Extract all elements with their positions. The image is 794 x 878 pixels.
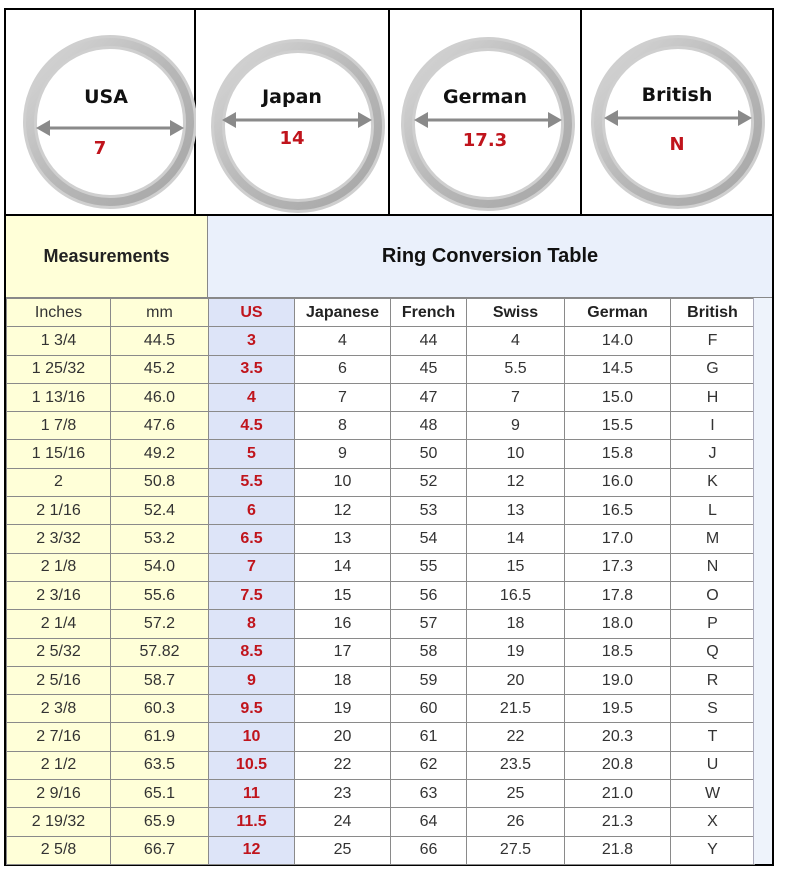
british-size-cell: U [671, 751, 755, 779]
german-size-cell: 18.5 [565, 638, 671, 666]
mm-cell: 54.0 [111, 553, 209, 581]
british-size-cell: Q [671, 638, 755, 666]
japanese-size-cell: 23 [295, 780, 391, 808]
swiss-size-cell: 22 [467, 723, 565, 751]
french-size-cell: 56 [391, 581, 467, 609]
us-size-cell: 8 [209, 610, 295, 638]
column-header-german: German [565, 299, 671, 327]
column-header-us: US [209, 299, 295, 327]
ring-japan [196, 10, 390, 214]
swiss-size-cell: 21.5 [467, 695, 565, 723]
table-row [7, 383, 755, 411]
inches-cell: 1 25/32 [7, 355, 111, 383]
french-size-cell: 50 [391, 440, 467, 468]
british-size-cell: K [671, 468, 755, 496]
swiss-size-cell: 16.5 [467, 581, 565, 609]
german-size-cell: 15.5 [565, 412, 671, 440]
mm-cell: 55.6 [111, 581, 209, 609]
us-size-cell: 6 [209, 497, 295, 525]
swiss-size-cell: 26 [467, 808, 565, 836]
swiss-size-cell: 13 [467, 497, 565, 525]
swiss-size-cell: 14 [467, 525, 565, 553]
japanese-size-cell: 24 [295, 808, 391, 836]
british-size-cell: G [671, 355, 755, 383]
inches-cell: 2 1/2 [7, 751, 111, 779]
ring-label: British [641, 84, 713, 106]
inches-cell: 1 13/16 [7, 383, 111, 411]
us-size-cell: 4.5 [209, 412, 295, 440]
swiss-size-cell: 12 [467, 468, 565, 496]
ring-label: USA [84, 86, 128, 108]
us-size-cell: 3.5 [209, 355, 295, 383]
measurements-title: Measurements [6, 216, 208, 298]
ring-value: 17.3 [462, 130, 508, 151]
inches-cell: 2 [7, 468, 111, 496]
french-size-cell: 63 [391, 780, 467, 808]
inches-cell: 1 3/4 [7, 327, 111, 355]
french-size-cell: 48 [391, 412, 467, 440]
ring-icon [6, 10, 196, 214]
ring-conversion-table [6, 298, 755, 865]
inches-cell: 2 9/16 [7, 780, 111, 808]
ring-german [390, 10, 582, 214]
ring-value: 14 [279, 128, 305, 149]
swiss-size-cell: 27.5 [467, 836, 565, 864]
french-size-cell: 58 [391, 638, 467, 666]
ring-icon [196, 10, 390, 214]
french-size-cell: 57 [391, 610, 467, 638]
table-row [7, 638, 755, 666]
swiss-size-cell: 23.5 [467, 751, 565, 779]
french-size-cell: 52 [391, 468, 467, 496]
inches-cell: 2 5/32 [7, 638, 111, 666]
us-size-cell: 10.5 [209, 751, 295, 779]
french-size-cell: 53 [391, 497, 467, 525]
japanese-size-cell: 15 [295, 581, 391, 609]
swiss-size-cell: 25 [467, 780, 565, 808]
swiss-size-cell: 20 [467, 666, 565, 694]
table-row [7, 695, 755, 723]
us-size-cell: 9 [209, 666, 295, 694]
british-size-cell: R [671, 666, 755, 694]
swiss-size-cell: 4 [467, 327, 565, 355]
mm-cell: 47.6 [111, 412, 209, 440]
british-size-cell: L [671, 497, 755, 525]
us-size-cell: 9.5 [209, 695, 295, 723]
us-size-cell: 11 [209, 780, 295, 808]
inches-cell: 2 5/8 [7, 836, 111, 864]
german-size-cell: 17.8 [565, 581, 671, 609]
japanese-size-cell: 17 [295, 638, 391, 666]
ring-british [582, 10, 772, 214]
table-row [7, 723, 755, 751]
french-size-cell: 66 [391, 836, 467, 864]
german-size-cell: 15.8 [565, 440, 671, 468]
french-size-cell: 45 [391, 355, 467, 383]
japanese-size-cell: 16 [295, 610, 391, 638]
british-size-cell: X [671, 808, 755, 836]
british-size-cell: J [671, 440, 755, 468]
table-row [7, 751, 755, 779]
inches-cell: 2 19/32 [7, 808, 111, 836]
japanese-size-cell: 14 [295, 553, 391, 581]
german-size-cell: 16.0 [565, 468, 671, 496]
column-header-swiss: Swiss [467, 299, 565, 327]
mm-cell: 46.0 [111, 383, 209, 411]
japanese-size-cell: 4 [295, 327, 391, 355]
french-size-cell: 44 [391, 327, 467, 355]
column-header-inches: Inches [7, 299, 111, 327]
french-size-cell: 59 [391, 666, 467, 694]
us-size-cell: 10 [209, 723, 295, 751]
french-size-cell: 54 [391, 525, 467, 553]
column-header-mm: mm [111, 299, 209, 327]
us-size-cell: 12 [209, 836, 295, 864]
french-size-cell: 60 [391, 695, 467, 723]
french-size-cell: 47 [391, 383, 467, 411]
german-size-cell: 20.8 [565, 751, 671, 779]
japanese-size-cell: 12 [295, 497, 391, 525]
ring-value: 7 [93, 138, 107, 159]
us-size-cell: 5.5 [209, 468, 295, 496]
table-header-row [7, 299, 755, 327]
british-size-cell: P [671, 610, 755, 638]
japanese-size-cell: 6 [295, 355, 391, 383]
us-size-cell: 4 [209, 383, 295, 411]
table-row [7, 355, 755, 383]
ring-value: N [669, 134, 685, 155]
table-row [7, 666, 755, 694]
inches-cell: 2 7/16 [7, 723, 111, 751]
british-size-cell: H [671, 383, 755, 411]
ring-usa [6, 10, 196, 214]
german-size-cell: 21.0 [565, 780, 671, 808]
us-size-cell: 7 [209, 553, 295, 581]
table-row [7, 412, 755, 440]
mm-cell: 63.5 [111, 751, 209, 779]
swiss-size-cell: 18 [467, 610, 565, 638]
ring-label: German [443, 86, 527, 108]
inches-cell: 2 1/16 [7, 497, 111, 525]
inches-cell: 2 3/8 [7, 695, 111, 723]
column-header-british: British [671, 299, 755, 327]
table-row [7, 610, 755, 638]
swiss-size-cell: 9 [467, 412, 565, 440]
british-size-cell: N [671, 553, 755, 581]
us-size-cell: 5 [209, 440, 295, 468]
us-size-cell: 11.5 [209, 808, 295, 836]
japanese-size-cell: 8 [295, 412, 391, 440]
mm-cell: 58.7 [111, 666, 209, 694]
german-size-cell: 21.8 [565, 836, 671, 864]
german-size-cell: 17.0 [565, 525, 671, 553]
french-size-cell: 55 [391, 553, 467, 581]
ring-icon [390, 10, 582, 214]
table-row [7, 780, 755, 808]
ring-illustrations-row [6, 10, 772, 217]
ring-label: Japan [262, 86, 322, 108]
us-size-cell: 7.5 [209, 581, 295, 609]
inches-cell: 2 3/32 [7, 525, 111, 553]
mm-cell: 49.2 [111, 440, 209, 468]
german-size-cell: 19.0 [565, 666, 671, 694]
german-size-cell: 17.3 [565, 553, 671, 581]
french-size-cell: 64 [391, 808, 467, 836]
swiss-size-cell: 15 [467, 553, 565, 581]
japanese-size-cell: 13 [295, 525, 391, 553]
british-size-cell: I [671, 412, 755, 440]
swiss-size-cell: 5.5 [467, 355, 565, 383]
mm-cell: 50.8 [111, 468, 209, 496]
japanese-size-cell: 25 [295, 836, 391, 864]
inches-cell: 2 5/16 [7, 666, 111, 694]
inches-cell: 1 7/8 [7, 412, 111, 440]
table-row [7, 553, 755, 581]
mm-cell: 60.3 [111, 695, 209, 723]
mm-cell: 65.9 [111, 808, 209, 836]
mm-cell: 52.4 [111, 497, 209, 525]
table-row [7, 808, 755, 836]
mm-cell: 61.9 [111, 723, 209, 751]
table-body [7, 327, 755, 865]
german-size-cell: 14.5 [565, 355, 671, 383]
british-size-cell: S [671, 695, 755, 723]
mm-cell: 57.82 [111, 638, 209, 666]
german-size-cell: 21.3 [565, 808, 671, 836]
japanese-size-cell: 18 [295, 666, 391, 694]
inches-cell: 2 1/8 [7, 553, 111, 581]
japanese-size-cell: 20 [295, 723, 391, 751]
us-size-cell: 8.5 [209, 638, 295, 666]
french-size-cell: 62 [391, 751, 467, 779]
japanese-size-cell: 7 [295, 383, 391, 411]
table-row [7, 327, 755, 355]
swiss-size-cell: 10 [467, 440, 565, 468]
mm-cell: 53.2 [111, 525, 209, 553]
german-size-cell: 18.0 [565, 610, 671, 638]
table-side-strip [753, 298, 772, 864]
mm-cell: 66.7 [111, 836, 209, 864]
british-size-cell: M [671, 525, 755, 553]
british-size-cell: Y [671, 836, 755, 864]
japanese-size-cell: 19 [295, 695, 391, 723]
mm-cell: 57.2 [111, 610, 209, 638]
ring-size-chart [4, 8, 774, 866]
us-size-cell: 3 [209, 327, 295, 355]
table-title: Ring Conversion Table [208, 216, 772, 298]
british-size-cell: F [671, 327, 755, 355]
german-size-cell: 20.3 [565, 723, 671, 751]
swiss-size-cell: 19 [467, 638, 565, 666]
us-size-cell: 6.5 [209, 525, 295, 553]
table-row [7, 836, 755, 864]
german-size-cell: 15.0 [565, 383, 671, 411]
british-size-cell: O [671, 581, 755, 609]
table-row [7, 497, 755, 525]
japanese-size-cell: 10 [295, 468, 391, 496]
mm-cell: 65.1 [111, 780, 209, 808]
table-row [7, 440, 755, 468]
japanese-size-cell: 22 [295, 751, 391, 779]
french-size-cell: 61 [391, 723, 467, 751]
inches-cell: 1 15/16 [7, 440, 111, 468]
british-size-cell: T [671, 723, 755, 751]
table-row [7, 525, 755, 553]
mm-cell: 45.2 [111, 355, 209, 383]
column-header-japanese: Japanese [295, 299, 391, 327]
table-row [7, 581, 755, 609]
mm-cell: 44.5 [111, 327, 209, 355]
column-header-french: French [391, 299, 467, 327]
german-size-cell: 14.0 [565, 327, 671, 355]
japanese-size-cell: 9 [295, 440, 391, 468]
table-row [7, 468, 755, 496]
german-size-cell: 19.5 [565, 695, 671, 723]
inches-cell: 2 3/16 [7, 581, 111, 609]
swiss-size-cell: 7 [467, 383, 565, 411]
british-size-cell: W [671, 780, 755, 808]
ring-icon [582, 10, 772, 214]
inches-cell: 2 1/4 [7, 610, 111, 638]
german-size-cell: 16.5 [565, 497, 671, 525]
